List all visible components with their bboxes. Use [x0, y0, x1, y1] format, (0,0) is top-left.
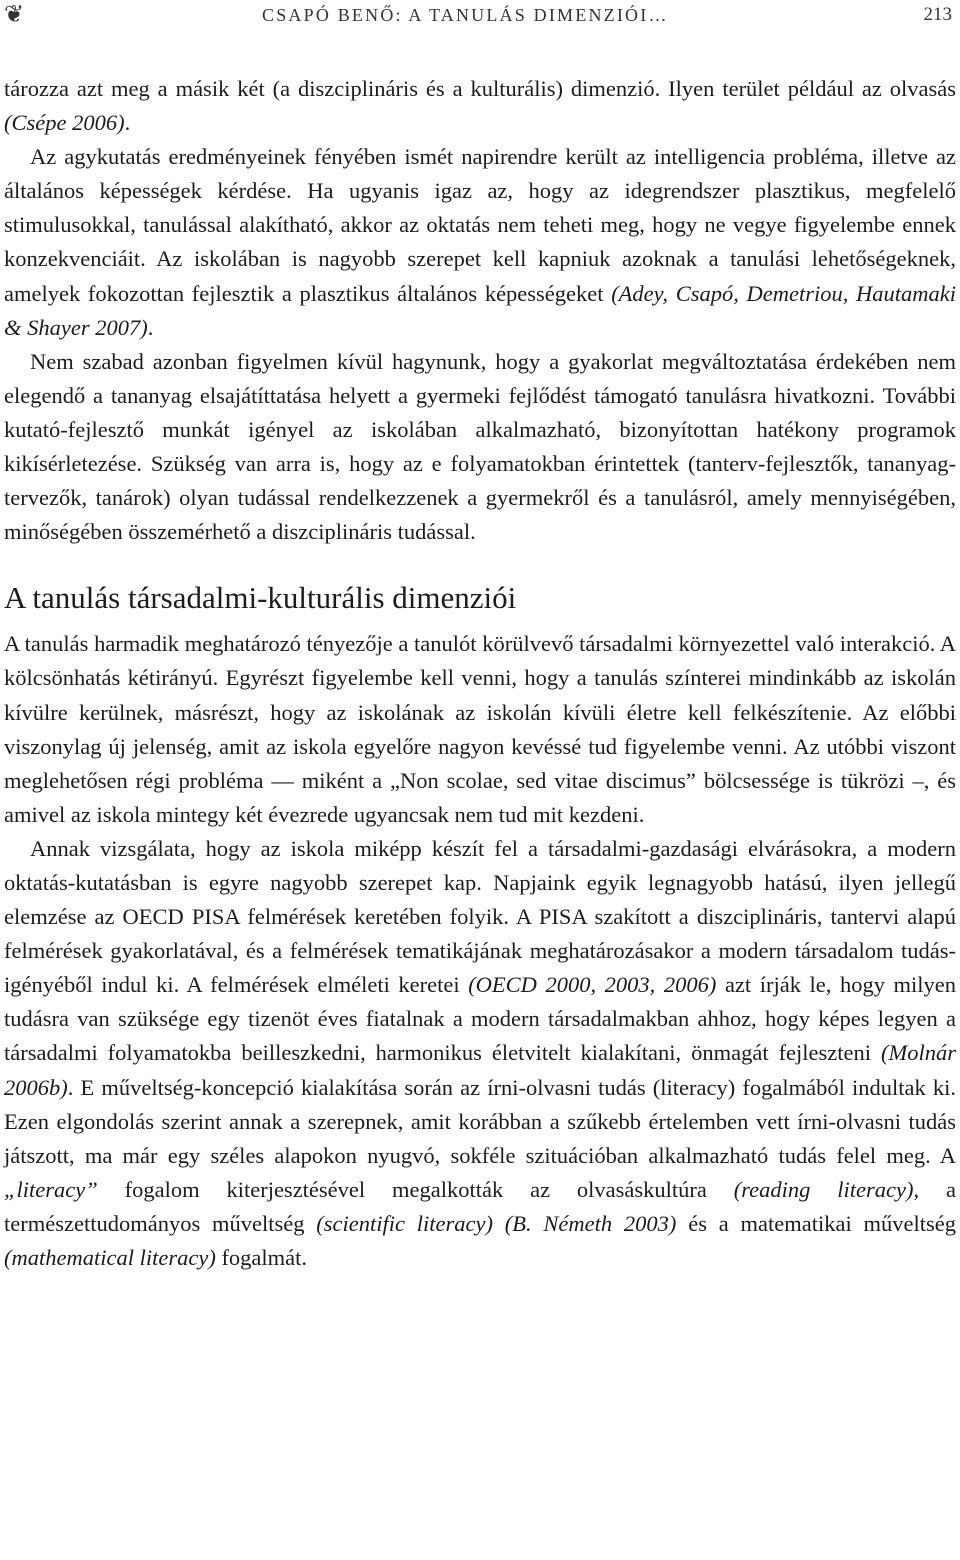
section-heading: A tanulás társadalmi-kulturális dimenziói — [4, 580, 517, 616]
paragraph-text: A tanulás harmadik meghatározó tényezője a tanulót körülvevő társadalmi környezettel való interakció. A kölcsönhatás kétirányú. Egyrészt figyelembe kell venni, hogy a tanulás színterei mindinkább az iskolán kívülre kerülnek, másrészt, hogy az iskolának az iskolán kívüli életre kell felkészítenie. Az előbbi viszonylag új jelenség, amit az iskola egyelőre nagyon kevéssé tud figyelembe venni. Az utóbbi viszont meglehetősen régi probléma — miként a „Non scolae, sed vitae discimus” bölcsessége is tükrözi –, és amivel az iskola mintegy két évezrede ugyancsak nem tud mit kezdeni. — [4, 631, 956, 827]
paragraph-text: tározza azt meg a másik két (a diszciplináris és a kulturális) dimenzió. Ilyen terület például az olvasás — [4, 76, 956, 101]
paragraph-text: Annak vizsgálata, hogy az iskola miképp készít fel a társadalmi-gazdasági elvárásokra, a modern oktatás-kutatásban is egyre nagyobb szerepet kap. Napjaink egyik legnagyobb hatású, ilyen jellegű elemzése az OECD PISA felmérések keretében folyik. A PISA szakított a diszciplináris, tantervi alapú felmérések gyakorlatával, és a felmérések tematikájának meghatározásakor a modern társadalom tudás-igényéből indul ki. A felmérések elméleti keretei — [4, 835, 956, 998]
paragraph-text: Nem szabad azonban figyelmen kívül hagynunk, hogy a gyakorlat megváltoztatása érdekében nem elegendő a tananyag elsajátíttatása helyett a gyermeki fejlődést támogató tanulásra hivatkozni. További kutató-fejlesztő munkát igényel az iskolában alkalmazható, bizonyítottan hatékony programok kikísérletezése. Szükség van arra is, hogy az e folyamatokban érintettek (tanterv-fejlesztők, tananyag-tervezők, tanárok) olyan tudással rendelkezzenek a gyermekről és a tanulásról, amely mennyiségében, minőségében összemérhető a diszciplináris tudással. — [4, 348, 956, 545]
running-header — [0, 0, 960, 32]
paragraph-text: , a természettudományos műveltség — [4, 1176, 956, 1236]
paragraph-text: fogalmát. — [215, 1245, 308, 1270]
fleuron-icon: ❦ — [4, 0, 25, 28]
body-text — [4, 72, 956, 1275]
citation: (Adey, Csapó, Demetriou, Hautamaki & Shayer 2007) — [4, 280, 956, 340]
running-title: CSAPÓ BENŐ: A TANULÁS DIMENZIÓI… — [262, 5, 669, 25]
paragraph-text: Az agykutatás eredményeinek fényében ismét napirendre került az intelligencia probléma, illetve az általános képességek kérdése. Ha ugyanis igaz az, hogy az idegrendszer plasztikus, megfelelő stimulusokkal, tanulással alakítható, akkor az oktatás nem teheti meg, hogy ne vegye figyelembe ennek konzekvenciáit. Az iskolában is nagyobb szerepet kell kapniuk azoknak a tanulási lehetőségeknek, amelyek fokozottan fejlesztik a plasztikus általános képességeket — [4, 144, 956, 306]
citation: (B. Németh 2003) — [504, 1210, 677, 1236]
term: (mathematical literacy) — [4, 1245, 216, 1270]
citation: (Csépe 2006) — [4, 110, 125, 136]
paragraph-text: . E műveltség-koncepció kialakítása során az írni-olvasni tudás (literacy) fogalmából indultak ki. Ezen elgondolás szerint annak a szerepnek, amit korábban a szűkebb értelemben vett írni-olvasni tudás játszott, ma már egy széles alapokon nyugvó, sokféle szituációban alkalmazható tudás felel meg. A — [4, 1074, 956, 1168]
paragraph-1 — [4, 72, 956, 140]
paragraph-text: . — [124, 110, 131, 136]
citation: (Molnár 2006b) — [4, 1040, 956, 1100]
paragraph-3 — [4, 345, 956, 550]
paragraph-text: . — [147, 314, 154, 340]
paragraph-2 — [4, 140, 956, 345]
paragraph-text: fogalom kiterjesztésével megalkották az olvasáskultúra — [97, 1176, 734, 1202]
paragraph-5 — [4, 832, 956, 1275]
citation: (OECD 2000, 2003, 2006) — [468, 972, 717, 998]
paragraph-4 — [4, 627, 956, 832]
paragraph-text: és a matematikai műveltség — [676, 1210, 956, 1236]
page-number: 213 — [923, 4, 952, 25]
term: (scientific literacy) — [316, 1210, 493, 1236]
term: „literacy” — [4, 1176, 98, 1202]
paragraph-text: azt írják le, hogy milyen tudásra van szüksége egy tizenöt éves fiatalnak a modern társadalmakban ahhoz, hogy képes legyen a társadalmi folyamatokba beilleszkedni, harmonikus életvitelt kialakítani, önmagát fejleszteni — [4, 972, 957, 1066]
paragraph-text — [493, 1211, 505, 1236]
term: (reading literacy) — [733, 1176, 914, 1202]
